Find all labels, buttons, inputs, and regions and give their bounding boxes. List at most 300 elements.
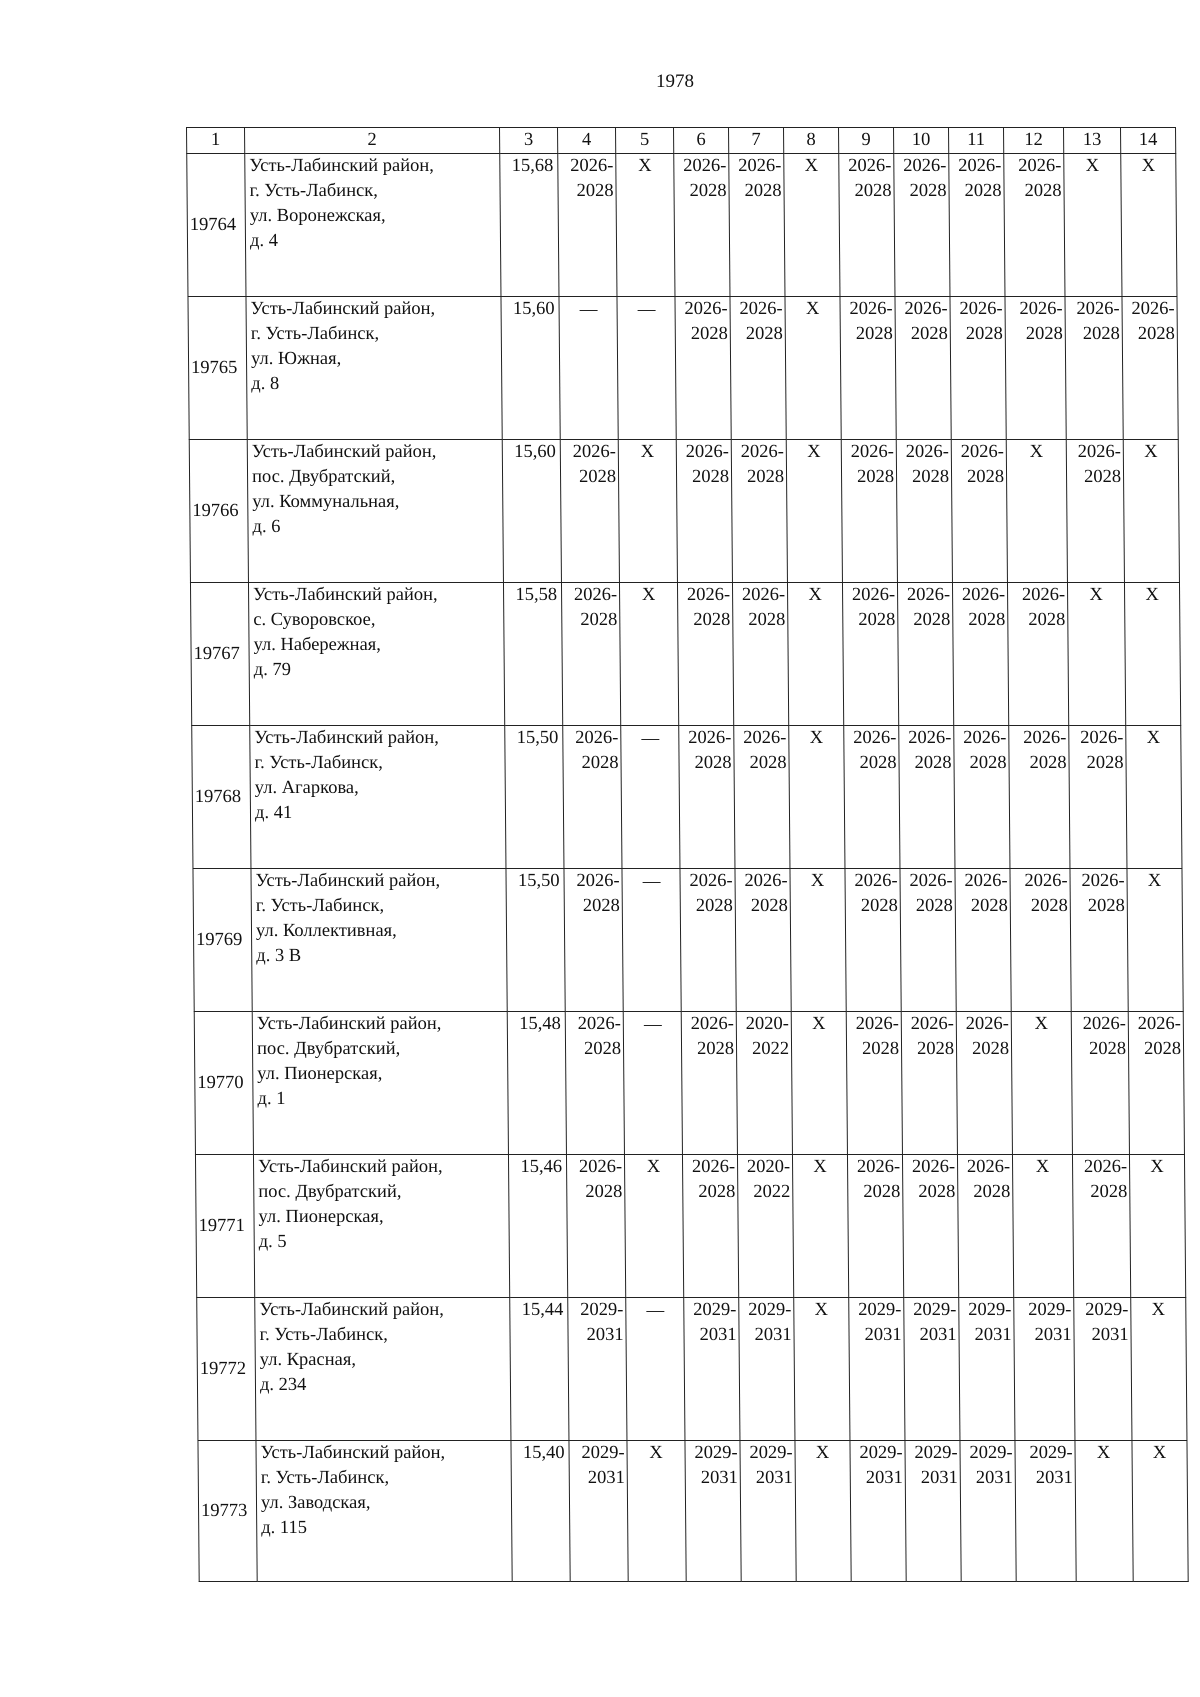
- period-line: 2031: [1034, 1325, 1072, 1345]
- period-line: 2026-: [910, 1014, 954, 1034]
- period-line: 2026-: [1021, 585, 1066, 605]
- column-header-3: 3: [500, 128, 558, 154]
- period-line: 2028: [689, 181, 727, 201]
- dash-mark: [646, 1311, 664, 1312]
- address-line: Усть-Лабинский район,: [252, 585, 438, 605]
- period-line: 2028: [691, 467, 730, 487]
- period-line: 2022: [751, 1039, 790, 1059]
- period-line: 2028: [1137, 324, 1175, 344]
- row-number: 19772: [197, 1298, 256, 1441]
- address-line: ул. Набережная,: [253, 635, 381, 655]
- period-cell: [956, 1012, 1012, 1155]
- address-cell: [256, 1441, 512, 1582]
- table-row: [187, 154, 1177, 297]
- period-cell: [957, 1155, 1013, 1298]
- address-cell: [247, 440, 503, 583]
- period-cell: [897, 583, 953, 726]
- value-cell: 15,60: [501, 297, 560, 440]
- period-line: 2026-: [966, 1157, 1011, 1177]
- period-line: 2029-: [858, 1300, 902, 1320]
- excluded-cell: Х: [1012, 1155, 1073, 1298]
- excluded-cell: Х: [785, 297, 841, 440]
- period-line: 2028: [969, 753, 1007, 773]
- period-line: 2026-: [1024, 871, 1068, 891]
- column-header-10: 10: [894, 128, 949, 154]
- period-line: 2031: [864, 1325, 902, 1345]
- period-cell: [1009, 726, 1070, 869]
- period-line: 2026-: [576, 871, 620, 891]
- period-cell: [949, 154, 1005, 297]
- period-line: 2031: [919, 1325, 957, 1345]
- period-line: 2029-: [913, 1300, 957, 1320]
- period-line: 2026-: [853, 728, 897, 748]
- period-line: 2028: [694, 753, 732, 773]
- period-cell: [682, 1155, 738, 1298]
- period-line: 2026-: [904, 299, 948, 319]
- value-cell: 15,40: [511, 1441, 570, 1582]
- excluded-cell: Х: [790, 869, 846, 1012]
- period-line: 2029-: [1085, 1300, 1129, 1320]
- period-cell: [959, 1298, 1015, 1441]
- period-line: 2026-: [854, 871, 898, 891]
- value-cell: 15,48: [507, 1012, 566, 1155]
- period-line: 2026-: [960, 442, 1004, 462]
- row-number: 19769: [193, 869, 252, 1012]
- value-cell: 15,50: [506, 869, 565, 1012]
- period-cell: [564, 869, 623, 1012]
- address-cell: [253, 1155, 509, 1298]
- period-cell: [732, 583, 788, 726]
- period-line: 2026-: [1018, 156, 1062, 176]
- period-line: 2028: [1087, 896, 1125, 916]
- address-line: пос. Двубратский,: [256, 1039, 401, 1059]
- period-line: 2028: [695, 896, 733, 916]
- period-cell: [1007, 583, 1068, 726]
- period-line: 2026-: [577, 1014, 621, 1034]
- period-line: 2028: [576, 181, 614, 201]
- address-line: г. Усть-Лабинск,: [249, 181, 378, 201]
- period-line: 2028: [855, 324, 893, 344]
- address-cell: [248, 583, 504, 726]
- address-line: Усть-Лабинский район,: [250, 299, 436, 319]
- period-line: 2028: [749, 753, 787, 773]
- column-header-1: 1: [187, 128, 245, 154]
- excluded-cell: Х: [792, 1155, 848, 1298]
- period-line: 2026-: [961, 585, 1006, 605]
- address-line: Усть-Лабинский район,: [259, 1300, 444, 1320]
- period-line: 2028: [578, 467, 617, 487]
- period-line: 2028: [910, 324, 948, 344]
- period-line: 2028: [1088, 1039, 1127, 1059]
- housing-repair-schedule-table: [186, 127, 1189, 1582]
- period-cell: [841, 440, 897, 583]
- period-line: 2028: [914, 753, 952, 773]
- period-line: 2026-: [1023, 728, 1067, 748]
- period-cell: [737, 1155, 793, 1298]
- period-cell: [731, 440, 787, 583]
- period-cell: [675, 297, 731, 440]
- period-line: 2028: [748, 610, 786, 630]
- excluded-cell: Х: [1132, 1441, 1188, 1582]
- period-line: 2026-: [1019, 299, 1063, 319]
- period-line: 2029-: [748, 1300, 792, 1320]
- period-cell: [729, 154, 785, 297]
- period-cell: [1066, 440, 1124, 583]
- period-cell: [894, 154, 950, 297]
- period-cell: [1004, 154, 1065, 297]
- period-line: 2028: [971, 1039, 1010, 1059]
- period-line: 2031: [920, 1468, 958, 1488]
- not-applicable-cell: [559, 297, 618, 440]
- period-line: 2029-: [968, 1300, 1012, 1320]
- table-row: [194, 1012, 1184, 1155]
- period-cell: [739, 1298, 795, 1441]
- period-line: 2028: [968, 610, 1006, 630]
- excluded-cell: Х: [791, 1012, 847, 1155]
- table-container: [186, 127, 1189, 1582]
- not-applicable-cell: [626, 1298, 685, 1441]
- address-line: д. 8: [251, 374, 280, 394]
- period-line: 2028: [585, 1182, 623, 1202]
- column-header-6: 6: [674, 128, 729, 154]
- period-line: 2028: [915, 896, 953, 916]
- period-line: 2029-: [581, 1443, 625, 1463]
- excluded-cell: Х: [619, 583, 678, 726]
- period-cell: [681, 1012, 737, 1155]
- address-line: Усть-Лабинский район,: [251, 442, 437, 462]
- period-line: 2028: [1024, 181, 1062, 201]
- row-number: 19765: [188, 297, 247, 440]
- period-line: 2026-: [1137, 1014, 1181, 1034]
- period-line: 2026-: [855, 1014, 899, 1034]
- period-cell: [905, 1441, 961, 1582]
- period-cell: [846, 1012, 902, 1155]
- excluded-cell: Х: [627, 1441, 686, 1582]
- period-line: 2026-: [965, 1014, 1009, 1034]
- excluded-cell: Х: [1064, 154, 1122, 297]
- address-line: д. 79: [253, 660, 291, 680]
- excluded-cell: Х: [1129, 1155, 1185, 1298]
- period-line: 2026-: [1077, 442, 1121, 462]
- excluded-cell: Х: [616, 154, 675, 297]
- period-line: 2028: [1086, 753, 1124, 773]
- excluded-cell: Х: [786, 440, 842, 583]
- period-cell: [951, 440, 1007, 583]
- excluded-cell: Х: [1011, 1012, 1072, 1155]
- address-line: Усть-Лабинский район,: [255, 871, 441, 891]
- period-cell: [839, 154, 895, 297]
- period-cell: [847, 1155, 903, 1298]
- column-header-11: 11: [949, 128, 1004, 154]
- table-row: [190, 583, 1180, 726]
- period-cell: [1014, 1298, 1075, 1441]
- period-line: 2028: [909, 181, 947, 201]
- period-cell: [1071, 1012, 1129, 1155]
- row-number: 19768: [192, 726, 251, 869]
- value-cell: 15,50: [505, 726, 564, 869]
- period-line: 2029-: [969, 1443, 1013, 1463]
- address-line: ул. Коллективная,: [255, 921, 397, 941]
- not-applicable-cell: [622, 869, 681, 1012]
- period-line: 2028: [973, 1182, 1011, 1202]
- period-cell: [736, 1012, 792, 1155]
- address-line: д. 4: [249, 231, 279, 251]
- row-number: 19767: [190, 583, 249, 726]
- period-line: 2028: [911, 467, 950, 487]
- value-cell: 15,68: [500, 154, 559, 297]
- period-line: 2026-: [743, 728, 787, 748]
- period-cell: [679, 726, 735, 869]
- excluded-cell: Х: [795, 1441, 851, 1582]
- address-line: г. Усть-Лабинск,: [259, 1325, 388, 1345]
- period-line: 2026-: [856, 1157, 901, 1177]
- address-line: пос. Двубратский,: [251, 467, 396, 487]
- excluded-cell: Х: [1126, 726, 1182, 869]
- row-number: 19764: [187, 154, 246, 297]
- period-line: 2031: [865, 1468, 903, 1488]
- period-line: 2026-: [1080, 728, 1124, 748]
- period-line: 2026-: [848, 156, 892, 176]
- dash-mark: [643, 1025, 661, 1026]
- period-line: 2026-: [1131, 299, 1175, 319]
- table-row: [197, 1298, 1187, 1441]
- period-line: 2020-: [746, 1157, 791, 1177]
- address-line: Усть-Лабинский район,: [256, 1014, 442, 1034]
- period-cell: [558, 154, 617, 297]
- period-line: 2026-: [905, 442, 949, 462]
- period-cell: [895, 297, 951, 440]
- period-cell: [1010, 869, 1071, 1012]
- address-cell: [250, 726, 506, 869]
- address-line: д. 5: [258, 1232, 287, 1252]
- period-line: 2026-: [908, 728, 952, 748]
- period-line: 2028: [859, 753, 897, 773]
- period-line: 2029-: [1029, 1443, 1073, 1463]
- table-row: [198, 1441, 1188, 1582]
- column-header-9: 9: [839, 128, 894, 154]
- value-cell: 15,44: [510, 1298, 569, 1441]
- period-line: 2028: [861, 1039, 900, 1059]
- period-cell: [1069, 726, 1127, 869]
- period-line: 2026-: [578, 1157, 623, 1177]
- period-line: 2026-: [909, 871, 953, 891]
- address-line: г. Усть-Лабинск,: [260, 1468, 390, 1488]
- period-cell: [560, 440, 619, 583]
- period-line: 2028: [918, 1182, 956, 1202]
- column-header-4: 4: [558, 128, 616, 154]
- period-line: 2026-: [1082, 1014, 1126, 1034]
- period-line: 2026-: [911, 1157, 956, 1177]
- row-number: 19773: [198, 1441, 257, 1582]
- excluded-cell: Х: [618, 440, 677, 583]
- period-line: 2028: [1090, 1182, 1128, 1202]
- address-line: ул. Красная,: [259, 1350, 357, 1370]
- period-line: 2026-: [851, 585, 896, 605]
- column-header-12: 12: [1004, 128, 1064, 154]
- column-header-14: 14: [1121, 128, 1176, 154]
- period-line: 2028: [690, 324, 728, 344]
- period-cell: [900, 869, 956, 1012]
- period-line: 2028: [863, 1182, 901, 1202]
- period-line: 2026-: [849, 299, 893, 319]
- excluded-cell: Х: [1121, 154, 1177, 297]
- address-line: г. Усть-Лабинск,: [250, 324, 380, 344]
- table-row: [192, 726, 1182, 869]
- column-header-2: 2: [245, 128, 500, 154]
- period-line: 2031: [974, 1325, 1012, 1345]
- address-line: Усть-Лабинский район,: [254, 728, 439, 748]
- period-cell: [1015, 1441, 1076, 1582]
- period-cell: [1122, 297, 1178, 440]
- period-cell: [674, 154, 730, 297]
- period-cell: [844, 726, 900, 869]
- period-line: 2026-: [903, 156, 947, 176]
- period-line: 2028: [744, 181, 782, 201]
- period-cell: [1072, 1155, 1130, 1298]
- period-cell: [902, 1155, 958, 1298]
- table-row: [193, 869, 1183, 1012]
- address-cell: [251, 869, 507, 1012]
- address-line: ул. Пионерская,: [257, 1064, 383, 1084]
- address-line: ул. Агаркова,: [254, 778, 359, 798]
- period-line: 2026-: [685, 442, 729, 462]
- period-line: 2029-: [693, 1300, 737, 1320]
- period-line: 2028: [1082, 324, 1120, 344]
- period-line: 2026-: [906, 585, 951, 605]
- period-cell: [677, 583, 733, 726]
- excluded-cell: Х: [1067, 583, 1125, 726]
- period-line: 2026-: [684, 299, 728, 319]
- period-line: 2028: [696, 1039, 735, 1059]
- period-line: 2026-: [744, 871, 788, 891]
- period-cell: [1128, 1012, 1184, 1155]
- table-row: [195, 1155, 1185, 1298]
- period-line: 2028: [916, 1039, 955, 1059]
- excluded-cell: Х: [1075, 1441, 1133, 1582]
- period-cell: [568, 1298, 627, 1441]
- period-cell: [842, 583, 898, 726]
- address-line: д. 6: [252, 517, 281, 537]
- period-line: 2026-: [572, 442, 616, 462]
- address-line: д. 3 В: [256, 946, 302, 966]
- period-line: 2022: [753, 1182, 791, 1202]
- period-line: 2026-: [958, 156, 1002, 176]
- period-line: 2028: [1029, 753, 1067, 773]
- period-cell: [899, 726, 955, 869]
- period-line: 2026-: [1083, 1157, 1128, 1177]
- period-line: 2031: [586, 1325, 624, 1345]
- dash-mark: [579, 310, 597, 311]
- address-line: ул. Южная,: [250, 349, 342, 369]
- period-line: 2031: [754, 1325, 792, 1345]
- period-cell: [950, 297, 1006, 440]
- column-header-7: 7: [729, 128, 784, 154]
- period-line: 2028: [858, 610, 896, 630]
- row-number: 19771: [195, 1155, 254, 1298]
- period-line: 2031: [700, 1468, 738, 1488]
- period-line: 2028: [854, 181, 892, 201]
- excluded-cell: Х: [624, 1155, 683, 1298]
- period-line: 2028: [965, 324, 1003, 344]
- not-applicable-cell: [617, 297, 676, 440]
- period-line: 2026-: [959, 299, 1003, 319]
- period-line: 2028: [1028, 610, 1066, 630]
- period-line: 2029-: [694, 1443, 738, 1463]
- period-line: 2031: [1035, 1468, 1073, 1488]
- excluded-cell: Х: [1123, 440, 1179, 583]
- period-cell: [1005, 297, 1066, 440]
- period-line: 2028: [750, 896, 788, 916]
- row-number: 19770: [194, 1012, 253, 1155]
- period-line: 2028: [860, 896, 898, 916]
- excluded-cell: Х: [784, 154, 840, 297]
- period-line: 2028: [582, 896, 620, 916]
- address-line: д. 1: [257, 1089, 286, 1109]
- address-line: д. 234: [259, 1375, 307, 1395]
- value-cell: 15,58: [503, 583, 562, 726]
- column-header-8: 8: [784, 128, 839, 154]
- address-line: ул. Воронежская,: [249, 206, 386, 226]
- address-line: д. 41: [254, 803, 293, 823]
- period-line: 2028: [970, 896, 1008, 916]
- period-line: 2026-: [739, 299, 783, 319]
- period-line: 2026-: [1076, 299, 1120, 319]
- period-line: 2028: [1025, 324, 1063, 344]
- period-cell: [735, 869, 791, 1012]
- period-cell: [1070, 869, 1128, 1012]
- period-line: 2026-: [575, 728, 619, 748]
- period-cell: [954, 726, 1010, 869]
- period-cell: [960, 1441, 1016, 1582]
- period-line: 2026-: [740, 442, 784, 462]
- period-cell: [563, 726, 622, 869]
- period-line: 2028: [856, 467, 895, 487]
- period-line: 2031: [1091, 1325, 1129, 1345]
- period-cell: [955, 869, 1011, 1012]
- period-line: 2029-: [859, 1443, 903, 1463]
- address-line: пос. Двубратский,: [258, 1182, 402, 1202]
- period-line: 2029-: [580, 1300, 624, 1320]
- period-cell: [901, 1012, 957, 1155]
- period-line: 2028: [913, 610, 951, 630]
- page-number: 1978: [656, 71, 694, 92]
- address-line: ул. Пионерская,: [258, 1207, 384, 1227]
- period-line: 2028: [1030, 896, 1068, 916]
- period-line: 2026-: [686, 585, 731, 605]
- period-line: 2029-: [914, 1443, 958, 1463]
- period-line: 2028: [581, 753, 619, 773]
- period-cell: [561, 583, 620, 726]
- period-cell: [685, 1441, 741, 1582]
- address-cell: [246, 297, 502, 440]
- not-applicable-cell: [623, 1012, 682, 1155]
- excluded-cell: Х: [1124, 583, 1180, 726]
- value-cell: 15,60: [502, 440, 561, 583]
- period-cell: [845, 869, 901, 1012]
- address-line: Усть-Лабинский район,: [260, 1443, 446, 1463]
- period-cell: [730, 297, 786, 440]
- period-cell: [952, 583, 1008, 726]
- period-line: 2026-: [963, 728, 1007, 748]
- period-line: 2026-: [741, 585, 786, 605]
- address-line: Усть-Лабинский район,: [257, 1157, 443, 1177]
- period-line: 2031: [975, 1468, 1013, 1488]
- period-line: 2026-: [850, 442, 894, 462]
- table-header-row: [187, 128, 1176, 154]
- address-line: д. 115: [261, 1518, 308, 1538]
- period-line: 2029-: [1028, 1300, 1072, 1320]
- table-row: [189, 440, 1179, 583]
